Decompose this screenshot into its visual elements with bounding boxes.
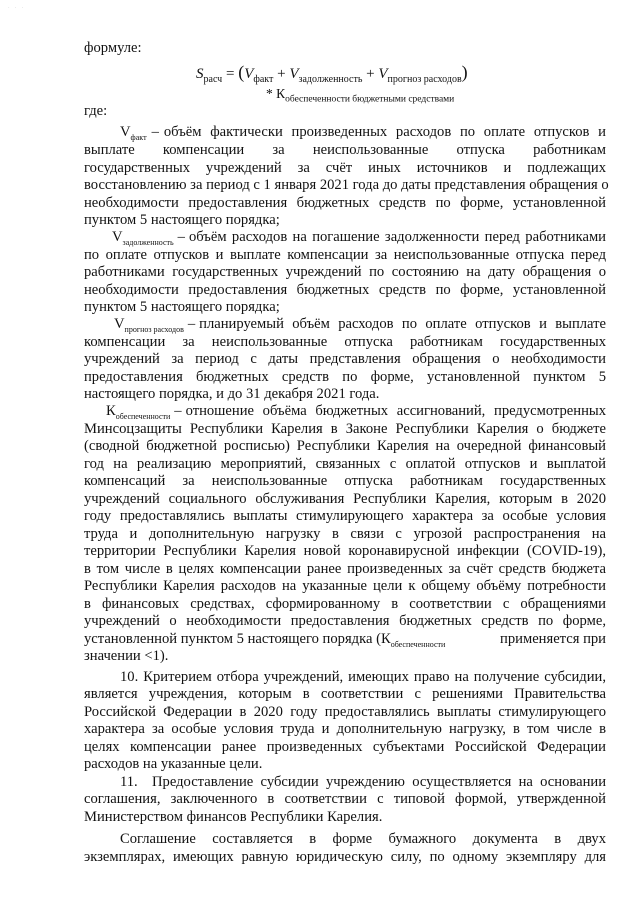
text-line: учреждений за период с даты представления обращения о необходимости [84,351,606,367]
text-line: году предоставлялись выплаты стимулирующего характера за особые условия [84,508,606,524]
text-line: Минсоцзащиты Республики Карелия в Законе Республики Карелия о бюджете [84,421,606,437]
text-line: компенсаций за неиспользованные отпуска работникам государственных [84,473,606,489]
formula-main: $S_{расч} = (V_{факт} + V_{задолженность} + V_{прогноз расходов})$ [196,62,468,85]
formula-multiplier: * $К_{обеспеченности бюджетными средствами}$ [266,86,455,105]
text-line: настоящего порядка, и до 31 декабря 2021 года. [84,386,380,402]
text-line: государственных учреждений за счёт иных источников и подлежащих [84,160,606,176]
text-line: труда и дополнительную нагрузку в связи с угрозой распространения на [84,526,606,542]
text-line: где: [84,103,108,119]
text-line: год на реализацию мероприятий, связанных с оплатой отпусков и выплатой [84,456,606,472]
text-line: пунктом 5 настоящего порядка; [84,212,280,228]
text-line: Министерством финансов Республики Карелия. [84,809,383,825]
text-line: установленной пунктом 5 настоящего порядка ( $К_{обеспеченности}$ применяется при [84,631,606,653]
text-line: необходимости предоставления бюджетных средств по форме, установленной [84,195,606,211]
text-line: $V_{факт}$ – объём фактически произведенных расходов по оплате отпусков и [120,124,606,146]
text-line: 10. Критерием отбора учреждений, имеющих право на получение субсидии, [120,669,606,685]
text-line: территории Республики Карелия новой коронавирусной инфекции (COVID-19), [84,543,606,559]
text-line: работниками государственных учреждений по состоянию на дату обращения о [84,264,606,280]
text-line: расходов на указанные цели. [84,756,263,772]
text-line: Российской Федерации в 2020 году предоставлялись выплаты стимулирующего [84,704,606,720]
text-line: предоставления бюджетных средств по форме, установленной пунктом 5 [84,369,606,385]
text-line: учреждений о необходимости предоставления бюджетных средств по форме, [84,613,606,629]
text-line: соглашения, заключенного в соответствии с типовой формой, утвержденной [84,791,606,807]
scan-artifact: · · · [8,6,26,11]
text-line: в том числе в целях компенсации ранее произведенных за счёт средств бюджета [84,561,606,577]
text-line: 11. Предоставление субсидии учреждению осуществляется на основании [120,774,606,790]
text-line: характера за особые условия труда и дополнительную нагрузку, в том числе в [84,721,606,737]
text-line: выплате компенсации за неиспользованные отпуска работникам [84,142,606,158]
text-line: восстановлению за период с 1 января 2021 года до даты представления обращения о [84,177,609,193]
text-line: компенсации за неиспользованные отпуска работникам государственных [84,334,606,350]
text-line: пунктом 5 настоящего порядка; [84,299,280,315]
text-line: необходимости предоставления бюджетных средств по форме, установленной [84,282,606,298]
text-line: учреждений социального обслуживания Республики Карелия, которым в 2020 [84,491,606,507]
v-plan-label: $V_{прогноз расходов}$ [114,316,184,334]
text-line: Республики Карелия расходов на указанные цели к общему объёму потребности [84,578,606,594]
text-line: по оплате отпусков и выплате компенсации за неиспользованные отпуска перед [84,247,606,263]
text-line: является учреждения, которым в соответствии с решениями Правительства [84,686,606,702]
text-line: формуле: [84,40,142,56]
text-line: $V_{задолженность}$ – объём расходов на погашение задолженности перед работниками [112,229,606,251]
text-line: экземплярах, имеющих равную юридическую силу, по одному экземпляру для [84,849,606,865]
text-line: целях компенсации ранее произведенных субъектами Российской Федерации [84,739,606,755]
v-fact-label: $V_{факт}$ [120,124,147,142]
k-inline-label: $К_{обеспеченности}$ [380,631,446,649]
k-label: $К_{обеспеченности}$ [106,403,171,421]
text-line: (сводной бюджетной росписью) Республики Карелия на очередной финансовый [84,438,606,454]
text-line: $V_{прогноз расходов}$ – планируемый объём расходов по оплате отпусков и выплате [114,316,606,338]
text-line: в финансовых средствах, сформированному в соответствии с обращениями [84,596,606,612]
text-line: Соглашение составляется в форме бумажного документа в двух [120,831,606,847]
text-line: $К_{обеспеченности}$ – отношение объёма бюджетных ассигнований, предусмотренных [106,403,606,425]
v-debt-label: $V_{задолженность}$ [112,229,174,247]
text-line: значении <1). [84,648,169,664]
